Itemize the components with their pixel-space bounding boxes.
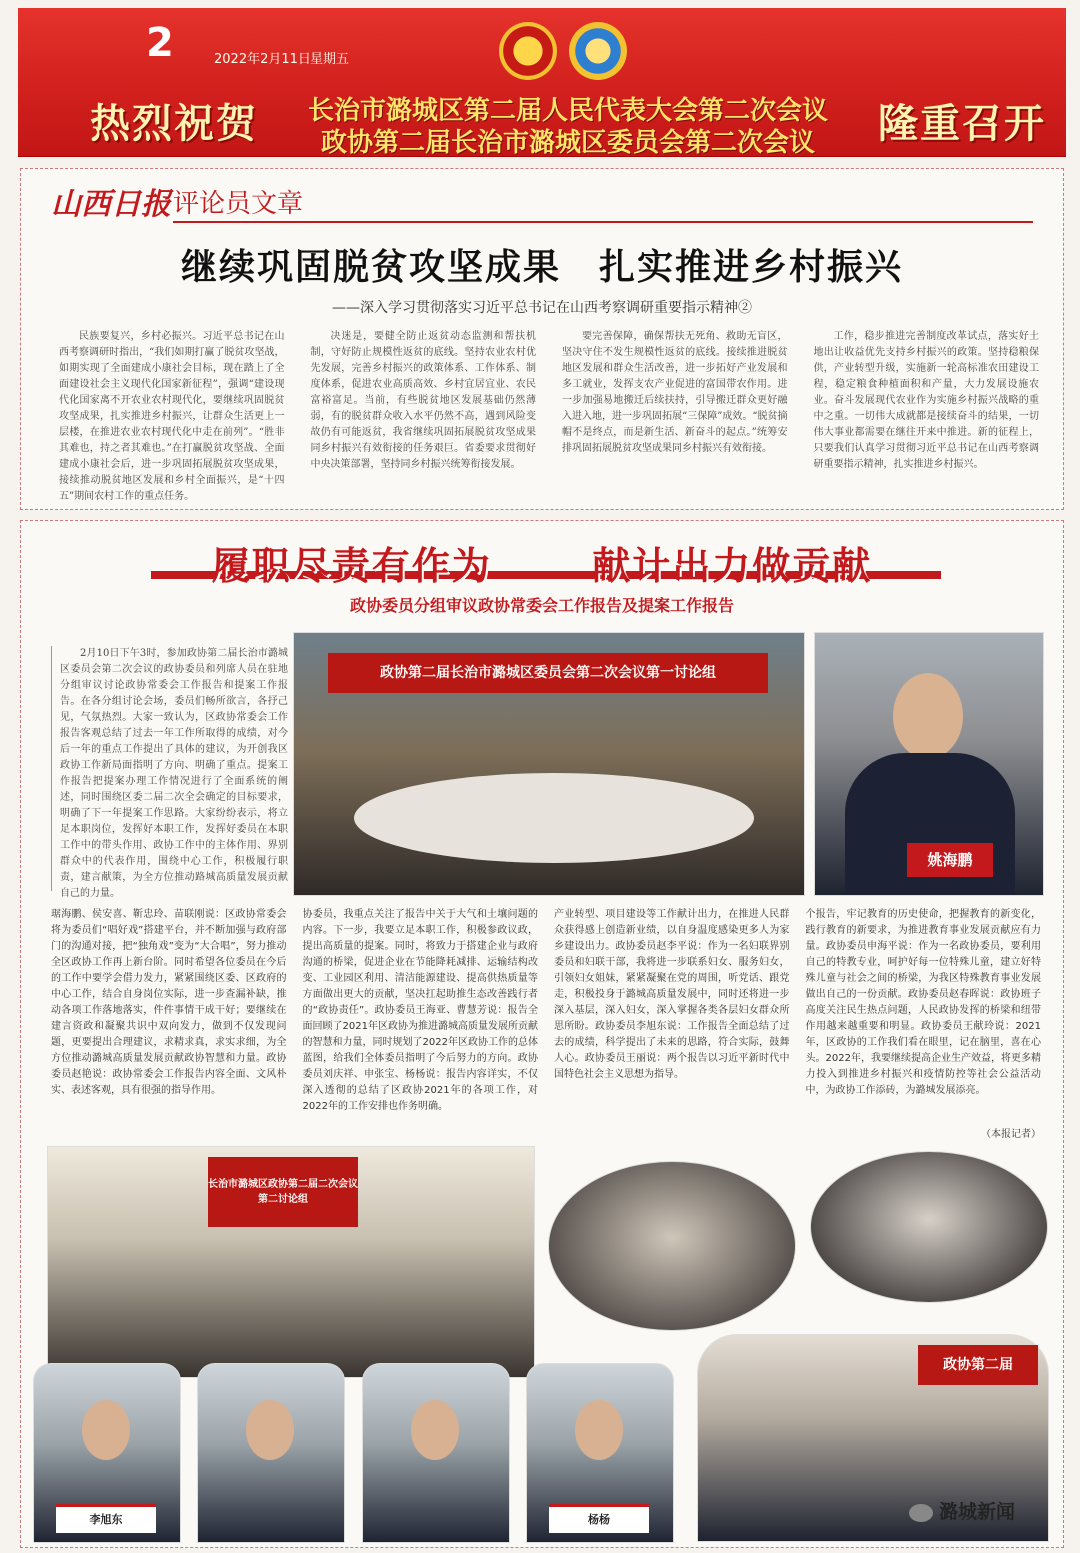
members-photo-oval-2 <box>810 1151 1048 1303</box>
speaker-portrait <box>814 632 1044 896</box>
banner-title-line2: 政协第二届长治市潞城区委员会第二次会议 <box>320 128 815 158</box>
wechat-icon <box>909 1504 933 1522</box>
member-face <box>246 1400 294 1460</box>
report-intro: 2月10日下午3时，参加政协第二届长治市潞城区委员会第二次会议的政协委员和列席人员在驻地分组审议讨论政协常委会工作报告和提案工作报告。在各分组讨论会场，委员们畅所欲言，各抒己见，气氛热烈。大家一致认为，区政协常委会工作报告客观总结了过去一年工作所取得的成绩，对今后一年的重点工作提出了具体的建议，为开创我区政协工作新局面指明了方向、明确了重点。提案工作报告把提案办理工作情况进行了全面系统的阐述，同时围绕区委二届二次全会确定的目标要求，明确了下一年提案工作思路。大家纷纷表示，将立足本职岗位，发挥好本职工作，发挥好委员在本职工作中的带头作用、政协工作中的主体作用、界别群众中的代表作用，围绕中心工作，积极履行职责，建言献策，为全方位推动路城高质量发展贡献自己的力量。 <box>51 646 288 891</box>
issue-weekday: 星期五 <box>310 52 350 67</box>
member-thumbnail <box>33 1363 181 1543</box>
wechat-watermark <box>909 1497 1015 1524</box>
reporter-credit: （本报记者） <box>981 1129 1041 1140</box>
discussion-group-photo <box>293 632 805 896</box>
article-body <box>59 329 1039 502</box>
speaker-nameplate: 姚海鹏 <box>907 843 993 877</box>
small-photo-banner: 政协第二届 <box>918 1345 1038 1385</box>
member-face <box>411 1400 459 1460</box>
report-headline <box>21 535 1063 590</box>
member-thumbnail <box>362 1363 510 1543</box>
banner-right-slogan: 隆重召开 <box>878 101 1046 147</box>
banner-title-line1: 长治市潞城区第二届人民代表大会第二次会议 <box>307 96 828 126</box>
column-rule <box>173 221 1033 223</box>
report-headline-right: 献计出力做贡献 <box>592 544 873 588</box>
meeting-table <box>354 773 754 863</box>
national-emblem-icon <box>499 22 557 80</box>
article-paragraph: 民族要复兴，乡村必振兴。习近平总书记在山西考察调研时指出，“我们如期打赢了脱贫攻坚战，如期实现了全面建成小康社会目标，现在踏上了全面建设社会主义现代化国家新征程”，强调“建设现代化国家离不开农业农村现代化，要继续巩固脱贫攻坚成果，扎实推进乡村振兴，让群众生活更上一层楼，在推进农业农村现代化中走在前列”。“胜非其难也，持之者其难也。”在打赢脱贫攻坚战、全面建成小康社会后，进一步巩固拓展脱贫攻坚成果，接续推动脱贫地区发展和乡村全面振兴，是“十四五”期间农村工作的重点任务。 <box>59 331 285 502</box>
report-subheadline: 政协委员分组审议政协常委会工作报告及提案工作报告 <box>349 596 734 615</box>
article-headline: 继续巩固脱贫攻坚成果 扎实推进乡村振兴 <box>180 247 903 288</box>
cppcc-report-section <box>20 520 1064 1548</box>
member-nameplate: 杨杨 <box>549 1504 649 1533</box>
article-paragraph: 工作，稳步推进完善制度改革试点，落实好土地出让收益优先支持乡村振兴的政策。坚持稳粮保供，产业转型升级，实施新一轮高标准农田建设工程，稳定粮食种植面积和产量，大力发展设施农业。奋斗发展现代农业作为实施乡村振兴战略的重中之重。一切伟大成就都是接续奋斗的结果，一切伟大事业都需要在继往开来中推进。新的征程上，只要我们认真学习贯彻习近平总书记在山西考察调研重要指示精神，扎实推进乡村振兴。 <box>813 331 1039 470</box>
member-face <box>575 1400 623 1460</box>
member-nameplate: 李旭东 <box>56 1504 156 1533</box>
article-paragraph: 决迷是，要健全防止返贫动态监测和帮扶机制，守好防止规模性返贫的底线。坚持农业农村优先发展，完善乡村振兴的政策体系、工作体系、制度体系，促进农业高质高效、乡村宜居宜业、农民富裕富足。当前，有些脱贫地区发展基础仍然薄弱，有的脱贫群众收入水平仍然不高，遇到风险变故仍有可能返贫，我省继续巩固拓展脱贫攻坚成果同乡村振兴有效衔接的任务艰巨。省委要求贯彻好中央决策部署，坚持同乡村振兴统筹衔接发展。 <box>310 331 536 470</box>
report-headline-left: 履职尽责有作为 <box>211 544 492 588</box>
column-name: 评论员文章 <box>173 189 304 219</box>
masthead-banner <box>18 8 1066 156</box>
report-paragraph: 琚海鹏、侯安喜、靳忠玲、苗联刚说：区政协常委会将为委员们“唱好戏”搭建平台，并不断加强与政府部门的沟通对接，把“独角戏”变为“大合唱”，努力推动全区政协工作再上新台阶。同时希望各位委员在今后的工作中要学会借力发力，紧紧围绕区委、区政府的中心工作，结合自身岗位实际，进一步查漏补缺，推动各项工作落地落实，件件事情干成干好；要继续在建言资政和凝聚共识中双向发力，做到不仅发现问题，更要提出合理建议，求精求真，求实求细，为全方位推动潞城高质量发展贡献政协智慧和力量。政协委员赵艳说：政协常委会工作报告内容全面、文风朴实、表述客观，具有很强的指导作用。 <box>51 909 287 1096</box>
report-paragraph: 协委员，我重点关注了报告中关于大气和土壤问题的内容。下一步，我要立足本职工作，积极参政议政，提出高质量的提案。同时，将致力于搭建企业与政府沟通的桥梁，促进企业在节能降耗减排、运输结构改变、工业园区利用、清洁能源建设、提高供热质量等方面做出更大的贡献，坚决扛起助推生态改善践行者的“政协责任”。政协委员王海亚、曹慧芳说：报告全面回顾了2021年区政协为推进潞城高质量发展所贡献的智慧和力量，同时规划了2022年区政协工作的总体蓝图，给我们全体委员指明了今后努力的方向。政协委员刘庆祥、申张宝、杨杨说：报告内容详实，不仅深入透彻的总结了区政协2021年的各项工作，对2022年的工作安排也作务明确。 <box>302 909 538 1112</box>
newspaper-logo: 山西日报 <box>51 187 171 222</box>
report-paragraph: 个报告，牢记教育的历史使命，把握教育的新变化，践行教育的新要求，为推进教育事业发展贡献应有力量。政协委员申海平说：作为一名政协委员，要利用自己的特教专业，呵护好每一位特殊儿童，建立好特殊儿童与社会之间的桥梁，为我区特殊教育事业发展做出自己的一份贡献。政协委员赵春晖说：政协班子高度关注民生热点问题，人民政协发挥的桥梁和纽带作用越来越重要和明显。政协委员王献玲说：2021年，区政协的工作我们看在眼里，记在脑里，喜在心头。2022年，我要继续提高企业生产效益，将更多精力投入到推进乡村振兴和疫情防控等社会公益活动中，为政协工作添砖，为潞城发展添亮。 <box>805 909 1041 1096</box>
report-body <box>51 907 1041 1127</box>
member-thumbnail <box>526 1363 674 1543</box>
article-subheadline: ——深入学习贯彻落实习近平总书记在山西考察调研重要指示精神② <box>332 300 752 316</box>
report-paragraph: 产业转型、项目建设等工作献计出力，在推进人民群众获得感上创造新业绩，以自身温度感染更多人为家乡建设出力。政协委员赵李平说：作为一名妇联界别委员和妇联干部，我将进一步联系妇女、服务妇女，引领妇女姐妹，紧紧凝聚在党的周围，听党话、跟党走，积极投身于潞城高质量发展中，同时还将进一步深入基层，深入妇女，深入掌握各类各层妇女群众所思所盼。政协委员李旭东说：工作报告全面总结了过去的成绩，科学提出了未来的思路，符合实际，鼓舞人心。政协委员王丽说：两个报告以习近平新时代中国特色社会主义思想为指导。 <box>554 909 790 1080</box>
wechat-account-name: 潞城新闻 <box>939 1501 1016 1523</box>
meeting-banner: 政协第二届长治市潞城区委员会第二次会议第一讨论组 <box>328 653 768 693</box>
speaker-face <box>893 673 963 759</box>
page-number: 2 <box>146 20 174 66</box>
group-meeting-banner: 长治市潞城区政协第二届二次会议第二讨论组 <box>208 1157 358 1227</box>
banner-left-slogan: 热烈祝贺 <box>90 101 258 147</box>
cppcc-emblem-icon <box>569 22 627 80</box>
member-face <box>82 1400 130 1460</box>
members-photo-oval <box>548 1161 796 1331</box>
commentary-section <box>20 168 1064 510</box>
member-thumbnail <box>197 1363 345 1543</box>
issue-date: 2022年2月11日 <box>214 52 311 67</box>
article-paragraph: 要完善保障，确保帮扶无死角、救助无盲区，坚决守住不发生规模性返贫的底线。接续推进脱贫地区发展和群众生活改善，进一步拓好产业发展和多工就业，发挥支农产业促进的富国带农作用。进一步加强易地搬迁后续扶持，引导搬迁群众更好融入进入地，进一步巩固拓展“三保障”成效。“脱贫摘帽不是终点，而是新生活、新奋斗的起点。”统筹安排巩固拓展脱贫攻坚成果同乡村振兴有效衔接。 <box>562 331 788 454</box>
group-meeting-photo <box>47 1146 535 1378</box>
